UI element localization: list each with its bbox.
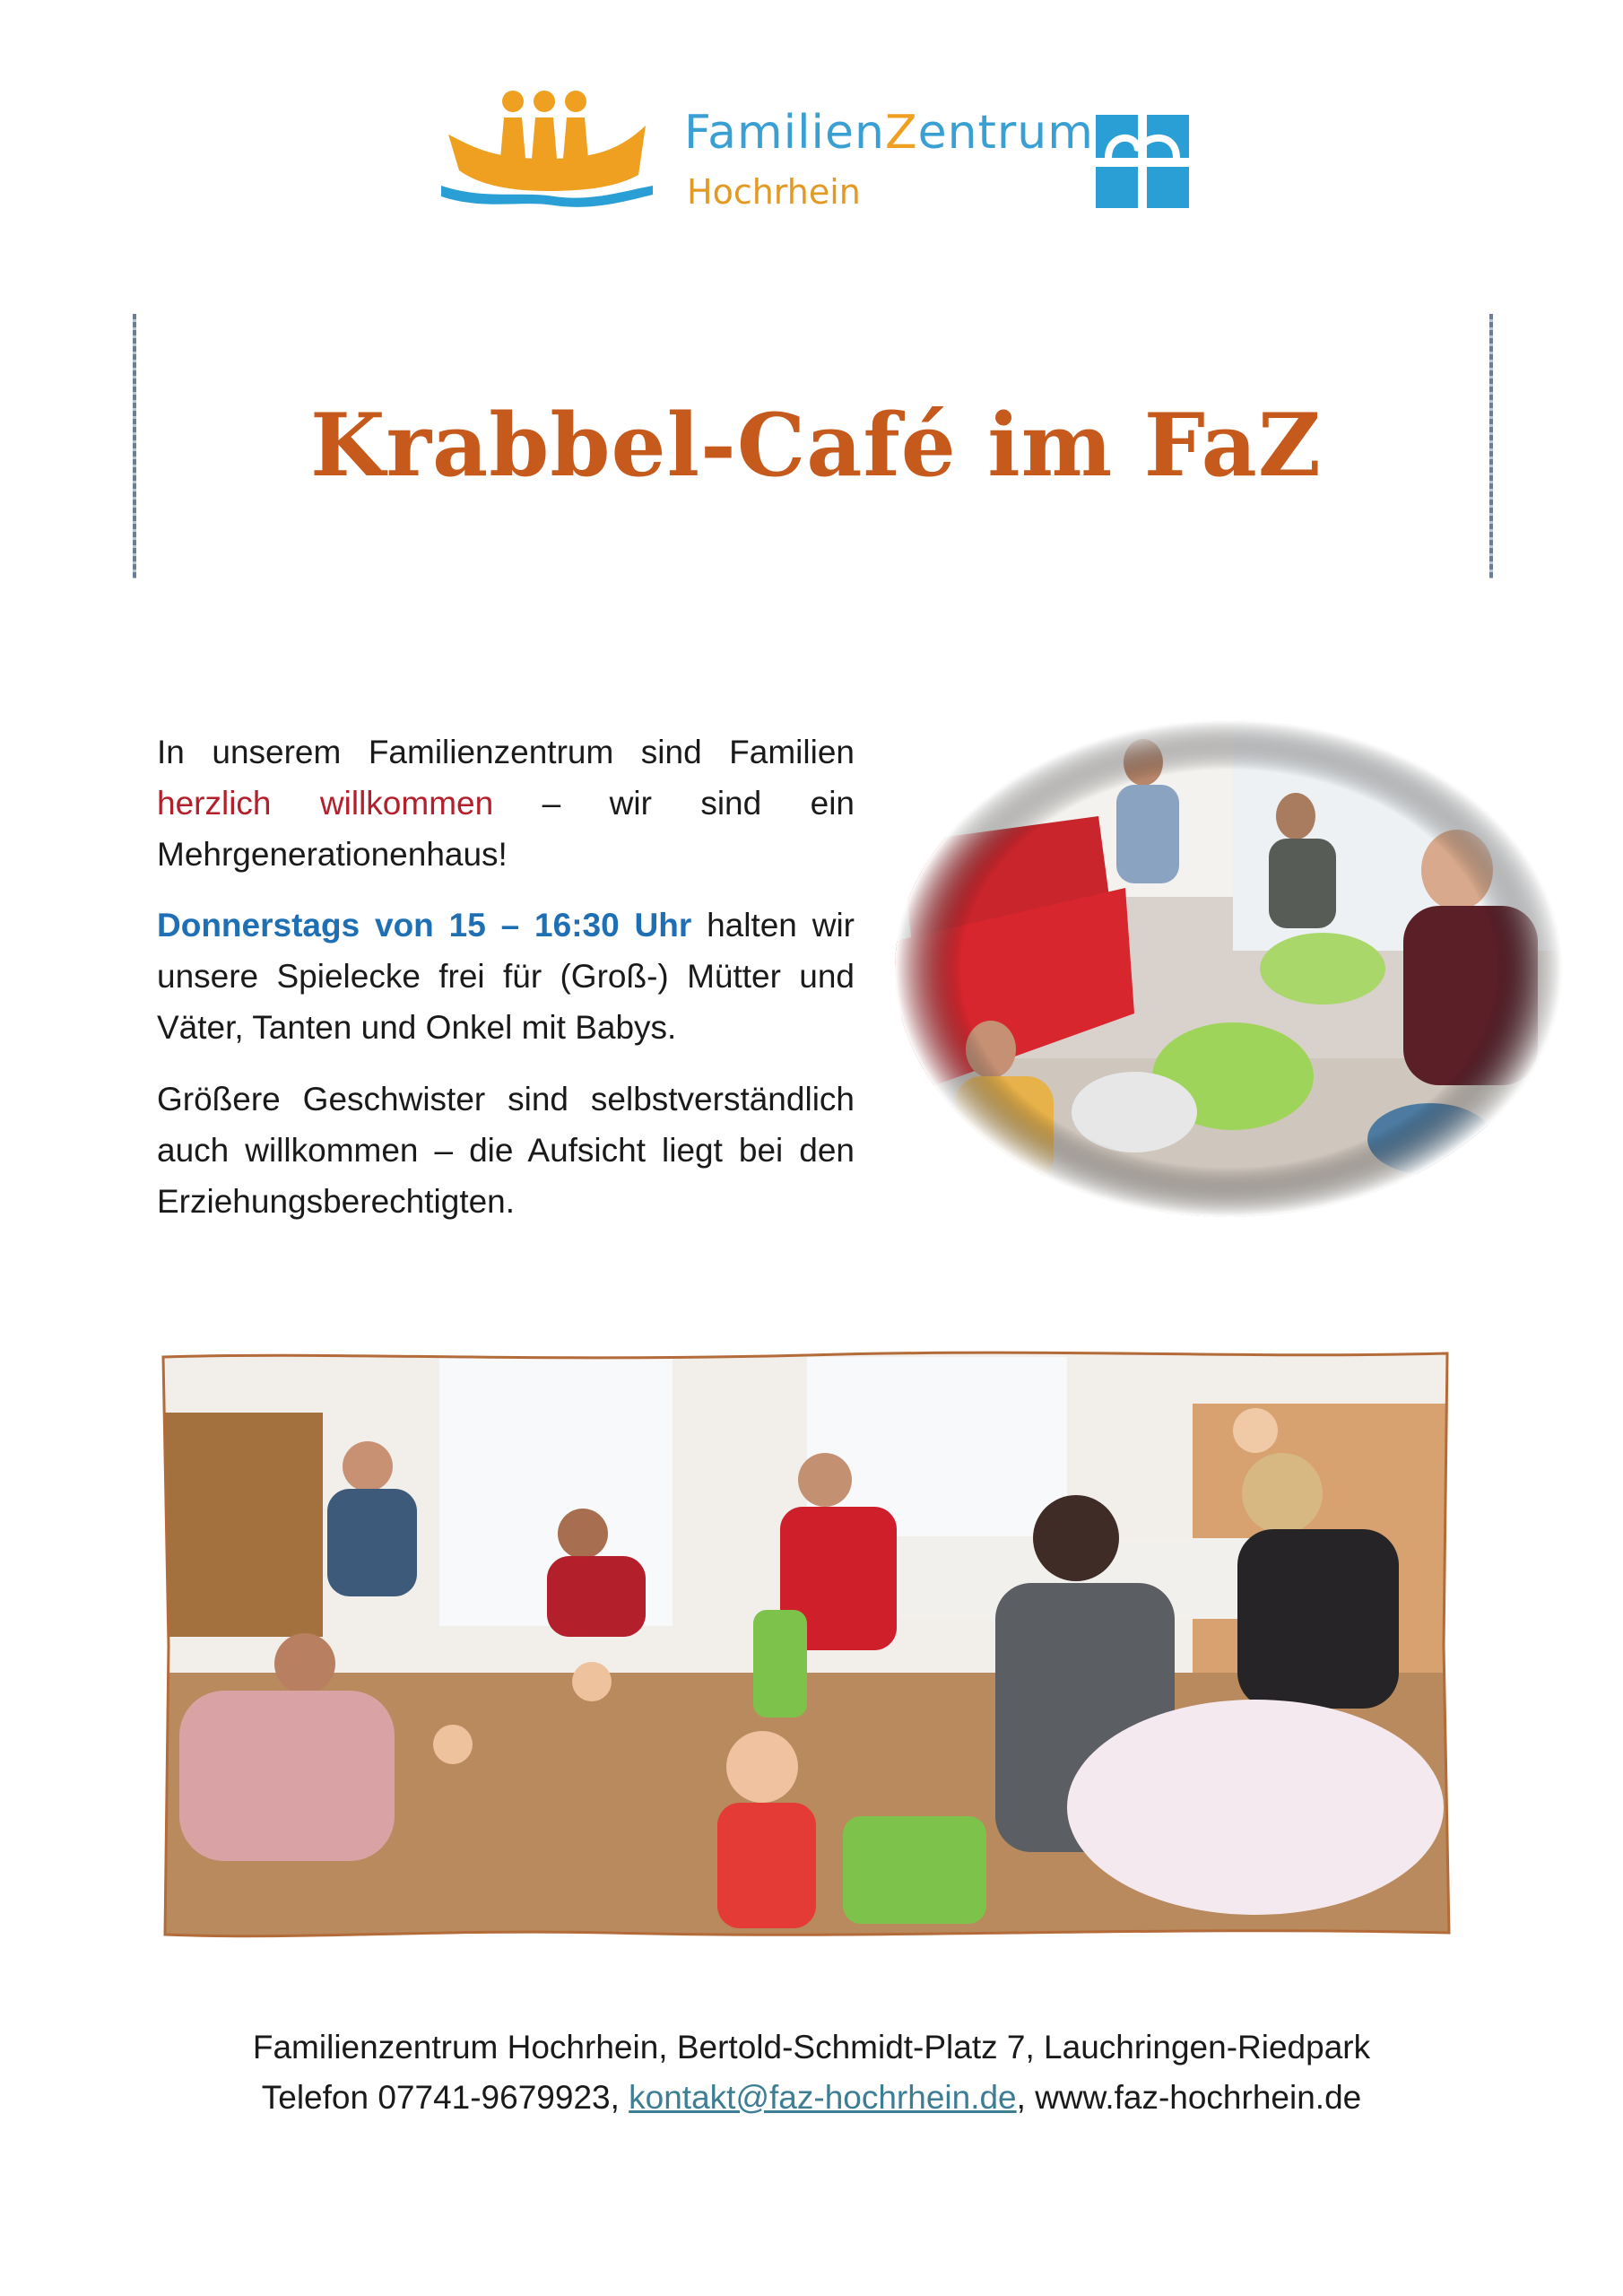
footer-phone: Telefon 07741-9679923,	[261, 2079, 629, 2116]
siblings-paragraph: Größere Geschwister sind selbstverständlich auch willkommen – die Aufsicht liegt bei den Erziehungsberechtigten.	[157, 1081, 855, 1220]
footer-website: , www.faz-hochrhein.de	[1016, 2079, 1362, 2116]
diakonie-cross-icon	[1096, 115, 1189, 208]
schedule-highlight: Donnerstags von 15 – 16:30 Uhr	[157, 907, 692, 944]
intro-paragraph: In unserem Familienzentrum sind Familien herzlich willkommen – wir sind ein Mehrgenerationenhaus!	[157, 734, 855, 873]
schedule-paragraph: Donnerstags von 15 – 16:30 Uhr halten wir unsere Spielecke frei für (Groß-) Mütter und Väter, Tanten und Onkel mit Babys.	[157, 907, 855, 1046]
group-photo	[161, 1350, 1451, 1942]
footer-contact	[0, 2079, 1623, 2117]
footer-address: Familienzentrum Hochrhein, Bertold-Schmidt-Platz 7, Lauchringen-Riedpark	[252, 2029, 1371, 2066]
logo-title: FamilienZentrum	[684, 106, 1094, 160]
logo-subtitle: Hochrhein	[687, 172, 861, 212]
email-link[interactable]: kontakt@faz-hochrhein.de	[629, 2079, 1017, 2116]
welcome-highlight: herzlich willkommen	[157, 785, 494, 822]
family-boat-icon	[439, 85, 655, 220]
page-title: Krabbel-Café im FaZ	[310, 395, 1322, 496]
oval-photo	[892, 718, 1565, 1220]
